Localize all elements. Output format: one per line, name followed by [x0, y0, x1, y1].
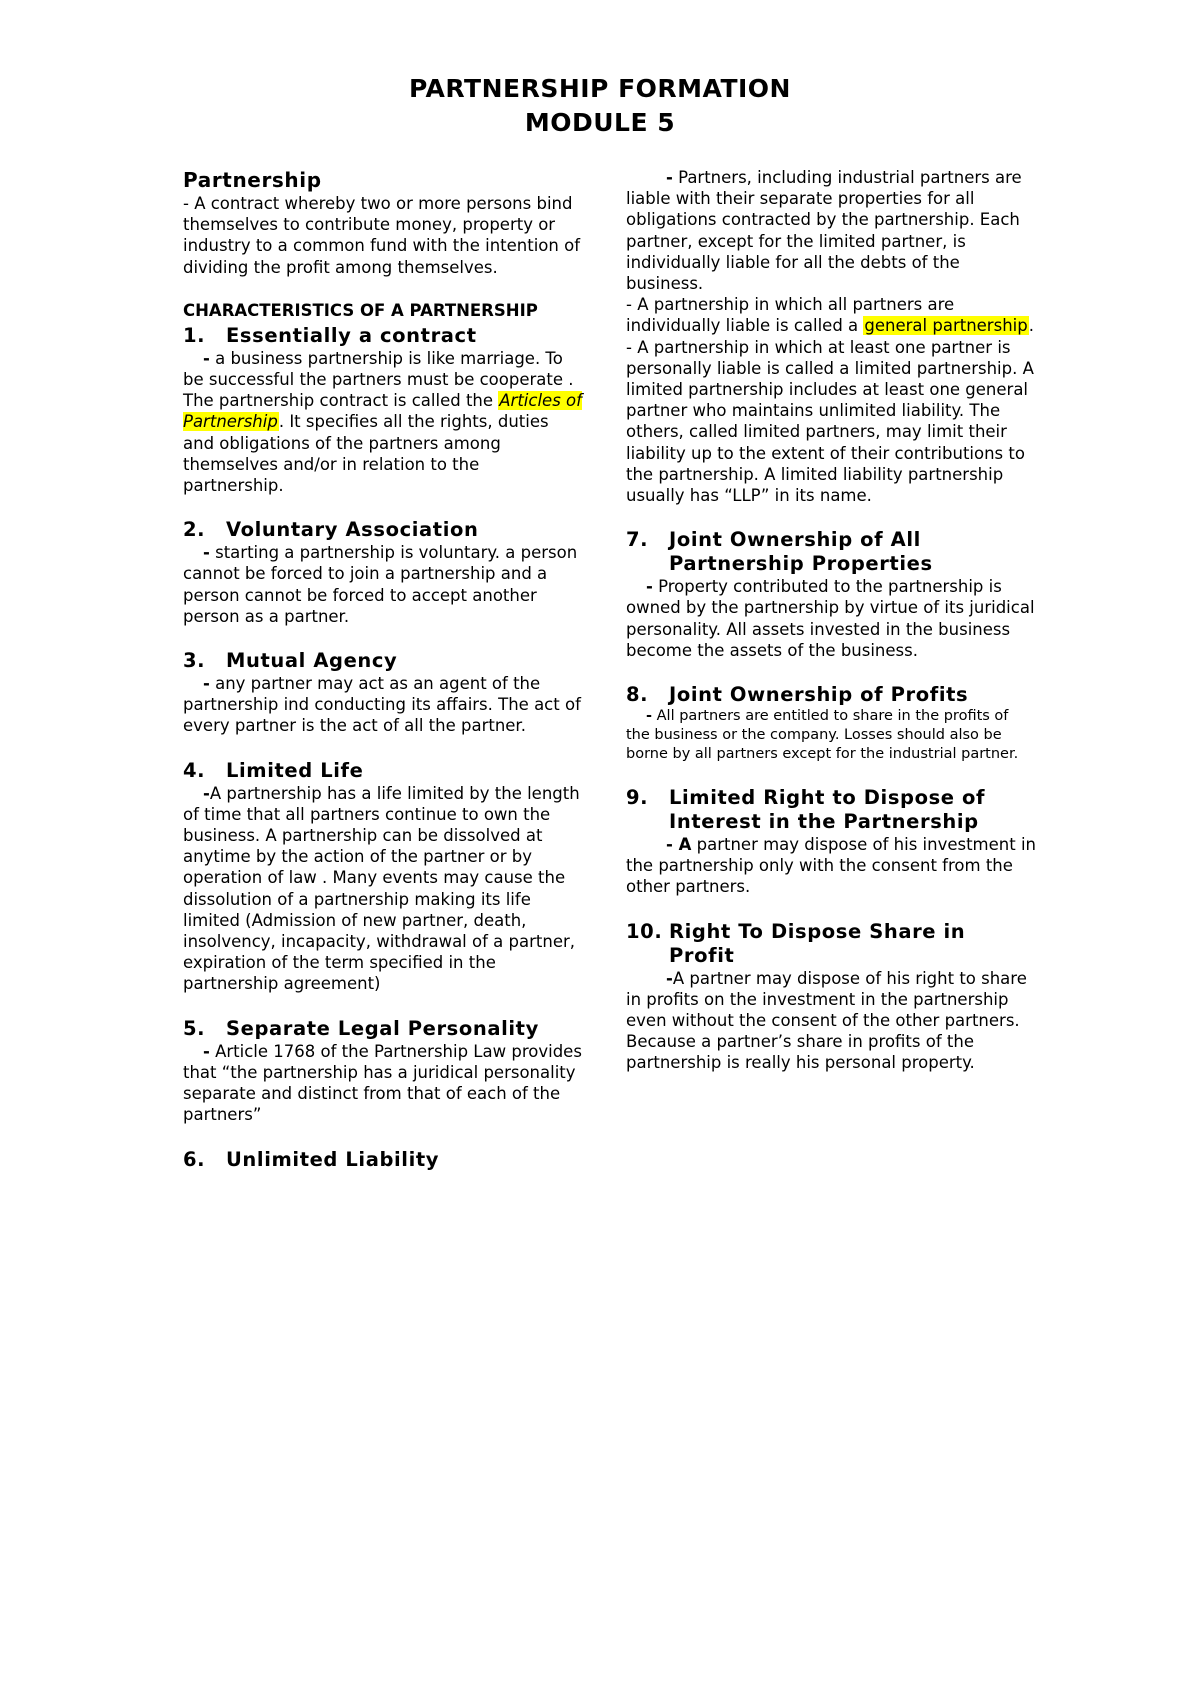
item-description: - any partner may act as an agent of the partnership ind conducting its affairs. The act of every partner is the act of all the partner.: [183, 674, 581, 736]
item-title: Right To Dispose Share in Profit: [669, 919, 966, 967]
characteristic-item: [626, 786, 1036, 898]
item-description: - All partners are entitled to share in the profits of the business or the company. Losses should also be borne by all partners except for the industrial partner.: [626, 708, 1019, 763]
item-number: 4.: [183, 758, 206, 782]
left-column: [183, 167, 583, 1172]
item-description: - Property contributed to the partnership is owned by the partnership by virtue of its juridical personality. All assets invested in the business become the assets of the business.: [626, 577, 1035, 660]
general-partnership-paragraph: - A partnership in which all partners are individually liable is called a general partnership.: [626, 295, 1034, 336]
characteristic-item: [626, 920, 1036, 1074]
item-title: Voluntary Association: [226, 518, 479, 542]
characteristic-item: [183, 759, 583, 995]
item-title: Limited Life: [226, 758, 364, 782]
item-description: - starting a partnership is voluntary. a person cannot be forced to join a partnership and a person cannot be forced to accept another person as a partner.: [183, 543, 578, 626]
item-description: - a business partnership is like marriage. To be successful the partners must be cooperate . The partnership contract is called the Articles of Partnership. It specifies all the rights, duties and obligations of the partners among themselves and/or in relation to the partnership.: [183, 348, 582, 496]
item-number: 5.: [183, 1016, 206, 1040]
item-number: 6.: [183, 1147, 206, 1171]
item-number: 3.: [183, 649, 206, 673]
section-heading-partnership: Partnership: [183, 168, 322, 192]
item-number: 7.: [626, 528, 649, 552]
characteristic-item: [183, 1148, 583, 1172]
right-column: [626, 167, 1036, 1074]
item-title: Separate Legal Personality: [226, 1016, 539, 1040]
item-number: 8.: [626, 683, 649, 707]
characteristics-heading: CHARACTERISTICS OF A PARTNERSHIP: [183, 300, 538, 320]
module-label: MODULE 5: [524, 108, 676, 137]
characteristic-item: [626, 683, 1036, 764]
item-title: Joint Ownership of Profits: [669, 683, 969, 707]
unlimited-liability-paragraph: - Partners, including industrial partners are liable with their separate properties for all obligations contracted by the partnership. Each partner, except for the limited partner, is individually liable for all the debts of the business.: [626, 168, 1022, 294]
item-title: Limited Right to Dispose of Interest in the Partnership: [669, 786, 986, 834]
item-number: 2.: [183, 518, 206, 542]
document-title: PARTNERSHIP FORMATION: [409, 74, 791, 103]
characteristic-item: [183, 518, 583, 627]
item-description: - A partner may dispose of his investment in the partnership only with the consent from the other partners.: [626, 835, 1036, 897]
item-title: Joint Ownership of All Partnership Properties: [669, 528, 933, 576]
partnership-definition: - A contract whereby two or more persons bind themselves to contribute money, property or industry to a common fund with the intention of dividing the profit among themselves.: [183, 194, 580, 277]
item-number: 1.: [183, 323, 206, 347]
characteristic-item: [626, 528, 1036, 661]
characteristic-item: [183, 649, 583, 737]
characteristic-item: [183, 1017, 583, 1126]
item-description: -A partnership has a life limited by the length of time that all partners continue to own the business. A partnership can be dissolved at anytime by the action of the partner or by operation of law . Many events may cause the dissolution of a partnership making its life limited (Admission of new partner, death, insolvency, incapacity, withdrawal of a partner, expiration of the term specified in the partnership agreement): [183, 783, 580, 994]
item-dash: -: [203, 348, 210, 368]
item-number: 10.: [626, 919, 663, 943]
item-title: Unlimited Liability: [226, 1147, 440, 1171]
characteristic-item: [183, 324, 583, 496]
item-title: Essentially a contract: [226, 323, 477, 347]
limited-partnership-paragraph: - A partnership in which at least one partner is personally liable is called a limited partnership. A limited partnership includes at least one general partner who maintains unlimited liability. The others, called limited partners, may limit their liability up to the extent of their contributions to the partnership. A limited liability partnership usually has “LLP” in its name.: [626, 337, 1034, 506]
item-number: 9.: [626, 786, 649, 810]
highlighted-term: general partnership: [864, 316, 1028, 336]
item-description: - Article 1768 of the Partnership Law provides that “the partnership has a juridical personality separate and distinct from that of each of the partners”: [183, 1041, 582, 1125]
item-title: Mutual Agency: [226, 649, 398, 673]
highlighted-term: Articles of Partnership: [183, 391, 582, 432]
item-description: -A partner may dispose of his right to share in profits on the investment in the partnership even without the consent of the other partners. Because a partner’s share in profits of the partnership is really his personal property.: [626, 968, 1027, 1073]
